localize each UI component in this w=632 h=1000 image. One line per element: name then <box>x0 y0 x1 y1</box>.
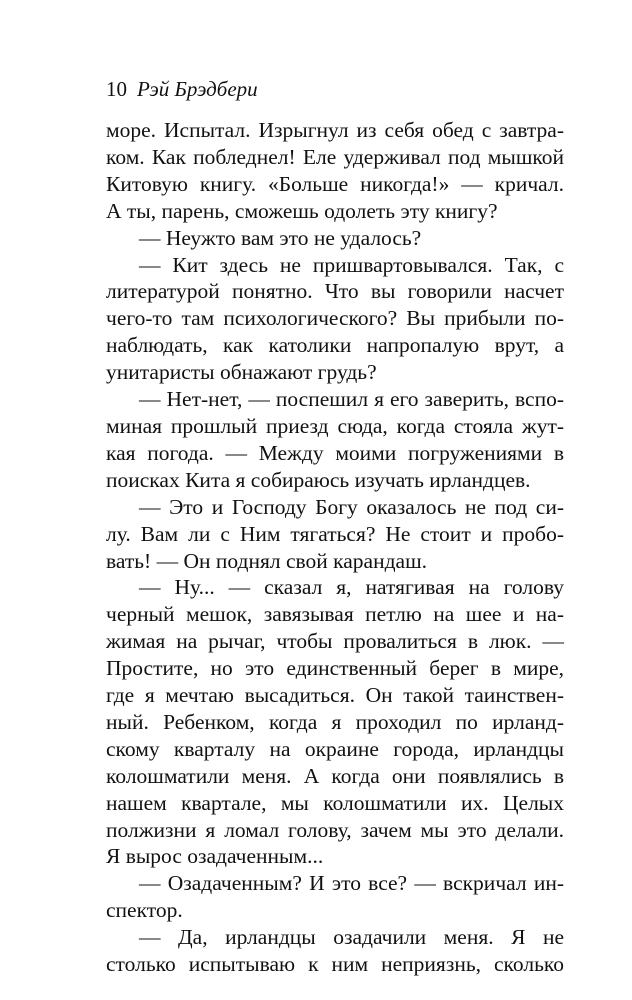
text-line: жимая на рычаг, чтобы провалиться в люк. — <box>106 629 564 654</box>
text-line: миная прошлый приезд сюда, когда стояла жут- <box>106 413 564 438</box>
text-line: чего-то там психологического? Вы прибыли по- <box>106 306 564 331</box>
text-line: скому кварталу на окраине города, ирландцы <box>106 736 564 761</box>
body-text <box>106 117 564 978</box>
text-line: кая погода. — Между моими погружениями в <box>106 440 564 465</box>
text-line: — Неужто вам это не удалось? <box>139 225 422 250</box>
text-line: нашем квартале, мы колошматили их. Целых <box>106 790 564 815</box>
text-line: Я вырос озадаченным... <box>106 844 324 869</box>
page-number: 10 <box>106 77 127 101</box>
text-line: море. Испытал. Изрыгнул из себя обед с завтра- <box>106 118 564 142</box>
text-line: А ты, парень, сможешь одолеть эту книгу? <box>106 198 498 223</box>
text-line: — Да, ирландцы озадачили меня. Я не <box>139 925 564 950</box>
text-line: вать! — Он поднял свой карандаш. <box>106 548 427 573</box>
text-line: где я мечтаю высадиться. Он такой таинствен- <box>106 683 564 708</box>
text-line: — Озадаченным? И это все? — вскричал ин- <box>139 871 564 896</box>
text-line: поисках Кита я собираюсь изучать ирландцев. <box>106 467 531 492</box>
text-line: — Ну... — сказал я, натягивая на голову <box>139 575 564 600</box>
running-title: Рэй Брэдбери <box>137 77 258 101</box>
text-line: черный мешок, завязывая петлю на шее и на- <box>106 602 564 627</box>
text-line: спектор. <box>106 898 183 923</box>
text-line: колошматили меня. А когда они появлялись в <box>106 763 564 788</box>
text-line: — Кит здесь не пришвартовывался. Так, с <box>139 252 564 277</box>
text-line: полжизни я ломал голову, зачем мы это делали. <box>106 817 564 842</box>
running-header <box>106 76 258 102</box>
text-line: ный. Ребенком, когда я проходил по ирланд- <box>106 709 564 734</box>
text-line: наблюдать, как католики напропалую врут, а <box>106 333 564 358</box>
text-line: Простите, но это единственный берег в мире, <box>106 656 564 681</box>
text-line: — Это и Господу Богу оказалось не под си- <box>139 494 564 519</box>
text-line: столько испытываю к ним неприязнь, сколько <box>106 952 564 977</box>
text-line: унитаристы обнажают грудь? <box>106 360 377 385</box>
text-line: ком. Как побледнел! Еле удерживал под мышкой <box>106 144 564 169</box>
text-line: литературой понятно. Что вы говорили насчет <box>106 279 564 304</box>
text-line: Китовую книгу. «Больше никогда!» — кричал. <box>106 171 564 196</box>
text-line: — Нет-нет, — поспешил я его заверить, вспо- <box>139 387 564 412</box>
text-line: лу. Вам ли с Ним тягаться? Не стоит и пробо- <box>106 521 564 546</box>
